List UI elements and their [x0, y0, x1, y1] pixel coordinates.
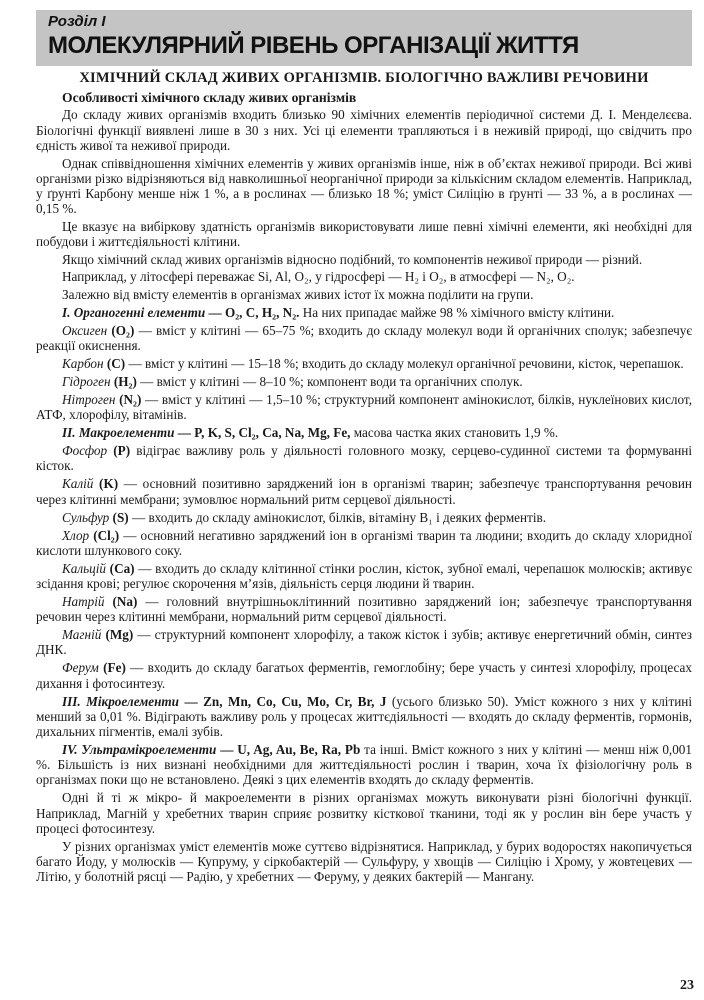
element-name: Сульфур [62, 509, 110, 525]
element-sulfur [36, 510, 692, 525]
group-label: І. Органогенні елементи [62, 304, 206, 320]
group-microelements [36, 694, 692, 740]
element-name: Фосфор [62, 443, 108, 459]
element-name: Гідроген [62, 374, 111, 390]
element-description: — вміст у клітині — 1,5–10 %; структурний компонент амінокислот, білків, нуклеїнових кислот, АТФ, хлорофілу, вітамінів. [36, 392, 692, 423]
element-carbon [36, 356, 692, 371]
element-symbol: (O₂) [111, 322, 135, 338]
element-name: Оксиген [62, 322, 108, 338]
paragraph: Одні й ті ж мікро- й макроелементи в різних організмах можуть виконувати різні біологічні функції. Наприклад, Магній у хребетних тварин сприяє розвитку кісткової тканини, тоді як у рослин він бере участь у процесі фотосинтезу. [36, 790, 692, 836]
element-oxygen [36, 323, 692, 353]
element-sodium [36, 594, 692, 624]
element-description: — вміст у клітині — 8–10 %; компонент води та органічних сполук. [136, 374, 523, 390]
group-elements: — Zn, Mn, Co, Cu, Mo, Cr, Br, J [184, 693, 387, 709]
element-nitrogen [36, 392, 692, 422]
element-symbol: (P) [113, 443, 131, 459]
element-description: — структурний компонент хлорофілу, а також кісток і зубів; активує енергетичний обмін, синтез ДНК. [36, 627, 692, 658]
group-description: На них припадає майже 98 % хімічного вмісту клітини. [299, 304, 615, 320]
paragraph: У різних організмах уміст елементів може суттєво відрізнятися. Наприклад, у бурих водоростях накопичується багато Йоду, у молюсків — Купруму, у сіркобактерій — Сульфуру, у хвощів — Силіцію і Хрому, у жовтецевих — Літію, у болотній рясці — Радію, у хребетних — Феруму, у деяких бактерій — Мангану. [36, 838, 692, 884]
group-label: ІІ. Макроелементи [62, 425, 175, 441]
element-description: — головний внутрішньоклітинний позитивно заряджений іон; забезпечує транспортування речовин через клітинні мембрани, нормальний ритм серцевої діяльності. [36, 594, 692, 625]
element-symbol: (Ca) [109, 560, 135, 576]
group-elements: — P, K, S, Cl₂, Ca, Na, Mg, Fe, [177, 425, 351, 441]
element-name: Натрій [62, 594, 105, 610]
element-description: — основний позитивно заряджений іон в організмі тварин; забезпечує транспортування речовин через клітинні мембрани; зумовлює нормальний ритм серцевої діяльності. [36, 476, 692, 507]
element-symbol: (Cl₂) [93, 527, 120, 543]
group-elements: — O₂, C, H₂, N₂. [208, 304, 300, 320]
element-name: Ферум [62, 660, 99, 676]
element-chlorine [36, 528, 692, 558]
paragraph: До складу живих організмів входить близько 90 хімічних елементів періодичної системи Д. І. Менделєєва. Біологічні функції виявлені лише в 30 з них. Усі ці елементи трапляються і в неживій природі, що свідчить про єдність живої та неживої природи. [36, 107, 692, 153]
element-description: — входить до складу багатьох ферментів, гемоглобіну; бере участь у синтезі хлорофілу, процесах дихання і фотосинтезу. [36, 660, 693, 691]
group-macroelements [36, 425, 692, 440]
element-description: — входить до складу амінокислот, білків, вітаміну B₁ і деяких ферментів. [128, 509, 547, 525]
section-title: МОЛЕКУЛЯРНИЙ РІВЕНЬ ОРГАНІЗАЦІЇ ЖИТТЯ [48, 32, 579, 59]
group-ultramicroelements [36, 742, 692, 788]
element-hydrogen [36, 374, 692, 389]
element-symbol: (Na) [112, 594, 138, 610]
element-name: Хлор [62, 527, 90, 543]
element-calcium [36, 561, 692, 591]
group-description: масова частка яких становить 1,9 %. [350, 425, 559, 441]
element-description: — вміст у клітині — 15–18 %; входить до складу молекул органічної речовини, кісток, черепашок. [125, 356, 684, 372]
group-label: ІІІ. Мікроелементи [62, 693, 180, 709]
group-elements: — U, Ag, Au, Be, Ra, Pb [220, 742, 361, 758]
element-name: Калій [62, 476, 94, 492]
group-organogenic [36, 305, 692, 320]
element-symbol: (H₂) [113, 374, 137, 390]
page-number: 23 [680, 978, 694, 993]
paragraph: Наприклад, у літосфері переважає Si, Al, O₂, у гідросфері — H₂ і O₂, в атмосфері — N₂, O₂. [62, 269, 575, 285]
group-description: та інші. Вміст кожного з них у клітині — менш ніж 0,001 %. Більшість із них визнані необхідними для життєдіяльності рослин і тварин, хоча їх фізіологічну роль в організмах поки що не встановлено. Деякі з цих елементів входять до складу ферментів. [36, 742, 692, 788]
chapter-title: ХІМІЧНИЙ СКЛАД ЖИВИХ ОРГАНІЗМІВ. БІОЛОГІЧНО ВАЖЛИВІ РЕЧОВИНИ [79, 70, 649, 86]
paragraph: Якщо хімічний склад живих організмів відносно подібний, то компонентів неживої природи — різний. [62, 251, 643, 267]
paragraph: Це вказує на вибіркову здатність організмів використовувати лише певні хімічні елементи, які необхідні для побудови і життєдіяльності клітини. [36, 218, 692, 250]
element-symbol: (S) [112, 509, 129, 525]
subheading: Особливості хімічного складу живих організмів [62, 90, 357, 106]
section-banner [36, 10, 692, 66]
paragraph: Залежно від вмісту елементів в організмах живих істот їх можна поділити на групи. [62, 287, 534, 303]
element-iron [36, 660, 692, 690]
element-description: відіграє важливу роль у діяльності головного мозку, серцево-судинної системи та формуванні кісток. [36, 443, 692, 474]
element-magnesium [36, 627, 692, 657]
element-symbol: (K) [99, 476, 119, 492]
element-name: Кальцій [62, 560, 106, 576]
element-symbol: (N₂) [119, 392, 142, 408]
page-content [36, 71, 692, 887]
element-symbol: (Mg) [105, 627, 134, 643]
element-symbol: (Fe) [103, 660, 126, 676]
element-phosphorus [36, 443, 692, 473]
element-name: Нітроген [62, 392, 116, 408]
element-potassium [36, 476, 692, 506]
element-symbol: (C) [106, 356, 126, 372]
group-label: IV. Ультрамікроелементи [62, 742, 217, 758]
group-description: (усього близько 50). Уміст кожного з них у клітині менший за 0,01 %. Відіграють важливу роль у процесах життєдіяльності — входять до складу ферментів, гормонів, дихальних пігментів, емалі зубів. [36, 693, 693, 740]
section-label: Розділ І [48, 13, 106, 30]
element-description: — входить до складу клітинної стінки рослин, кісток, зубної емалі, черепашок молюсків; активує зсідання крові; регулює скорочення м’язів, діяльність серця людини й тварин. [36, 560, 693, 592]
element-description: — основний негативно заряджений іон в організмі тварин та людини; входить до складу хлоридної кислоти шлункового соку. [36, 527, 692, 558]
element-name: Карбон [62, 356, 104, 372]
element-name: Магній [62, 627, 102, 643]
element-description: — вміст у клітині — 65–75 %; входить до складу молекул води й органічних сполук; забезпечує реакції окиснення. [36, 322, 692, 354]
paragraph: Однак співвідношення хімічних елементів у живих організмів інше, ніж в об’єктах неживої природи. Всі живі організми різко відрізняються від навколишньої неорганічної природи за кількісним складом елементів. Наприклад, у ґрунті Карбону менше ніж 1 %, а в рослинах — близько 18 %; уміст Силіцію в ґрунті — 33 %, а в рослинах — 0,15 %. [36, 155, 692, 217]
